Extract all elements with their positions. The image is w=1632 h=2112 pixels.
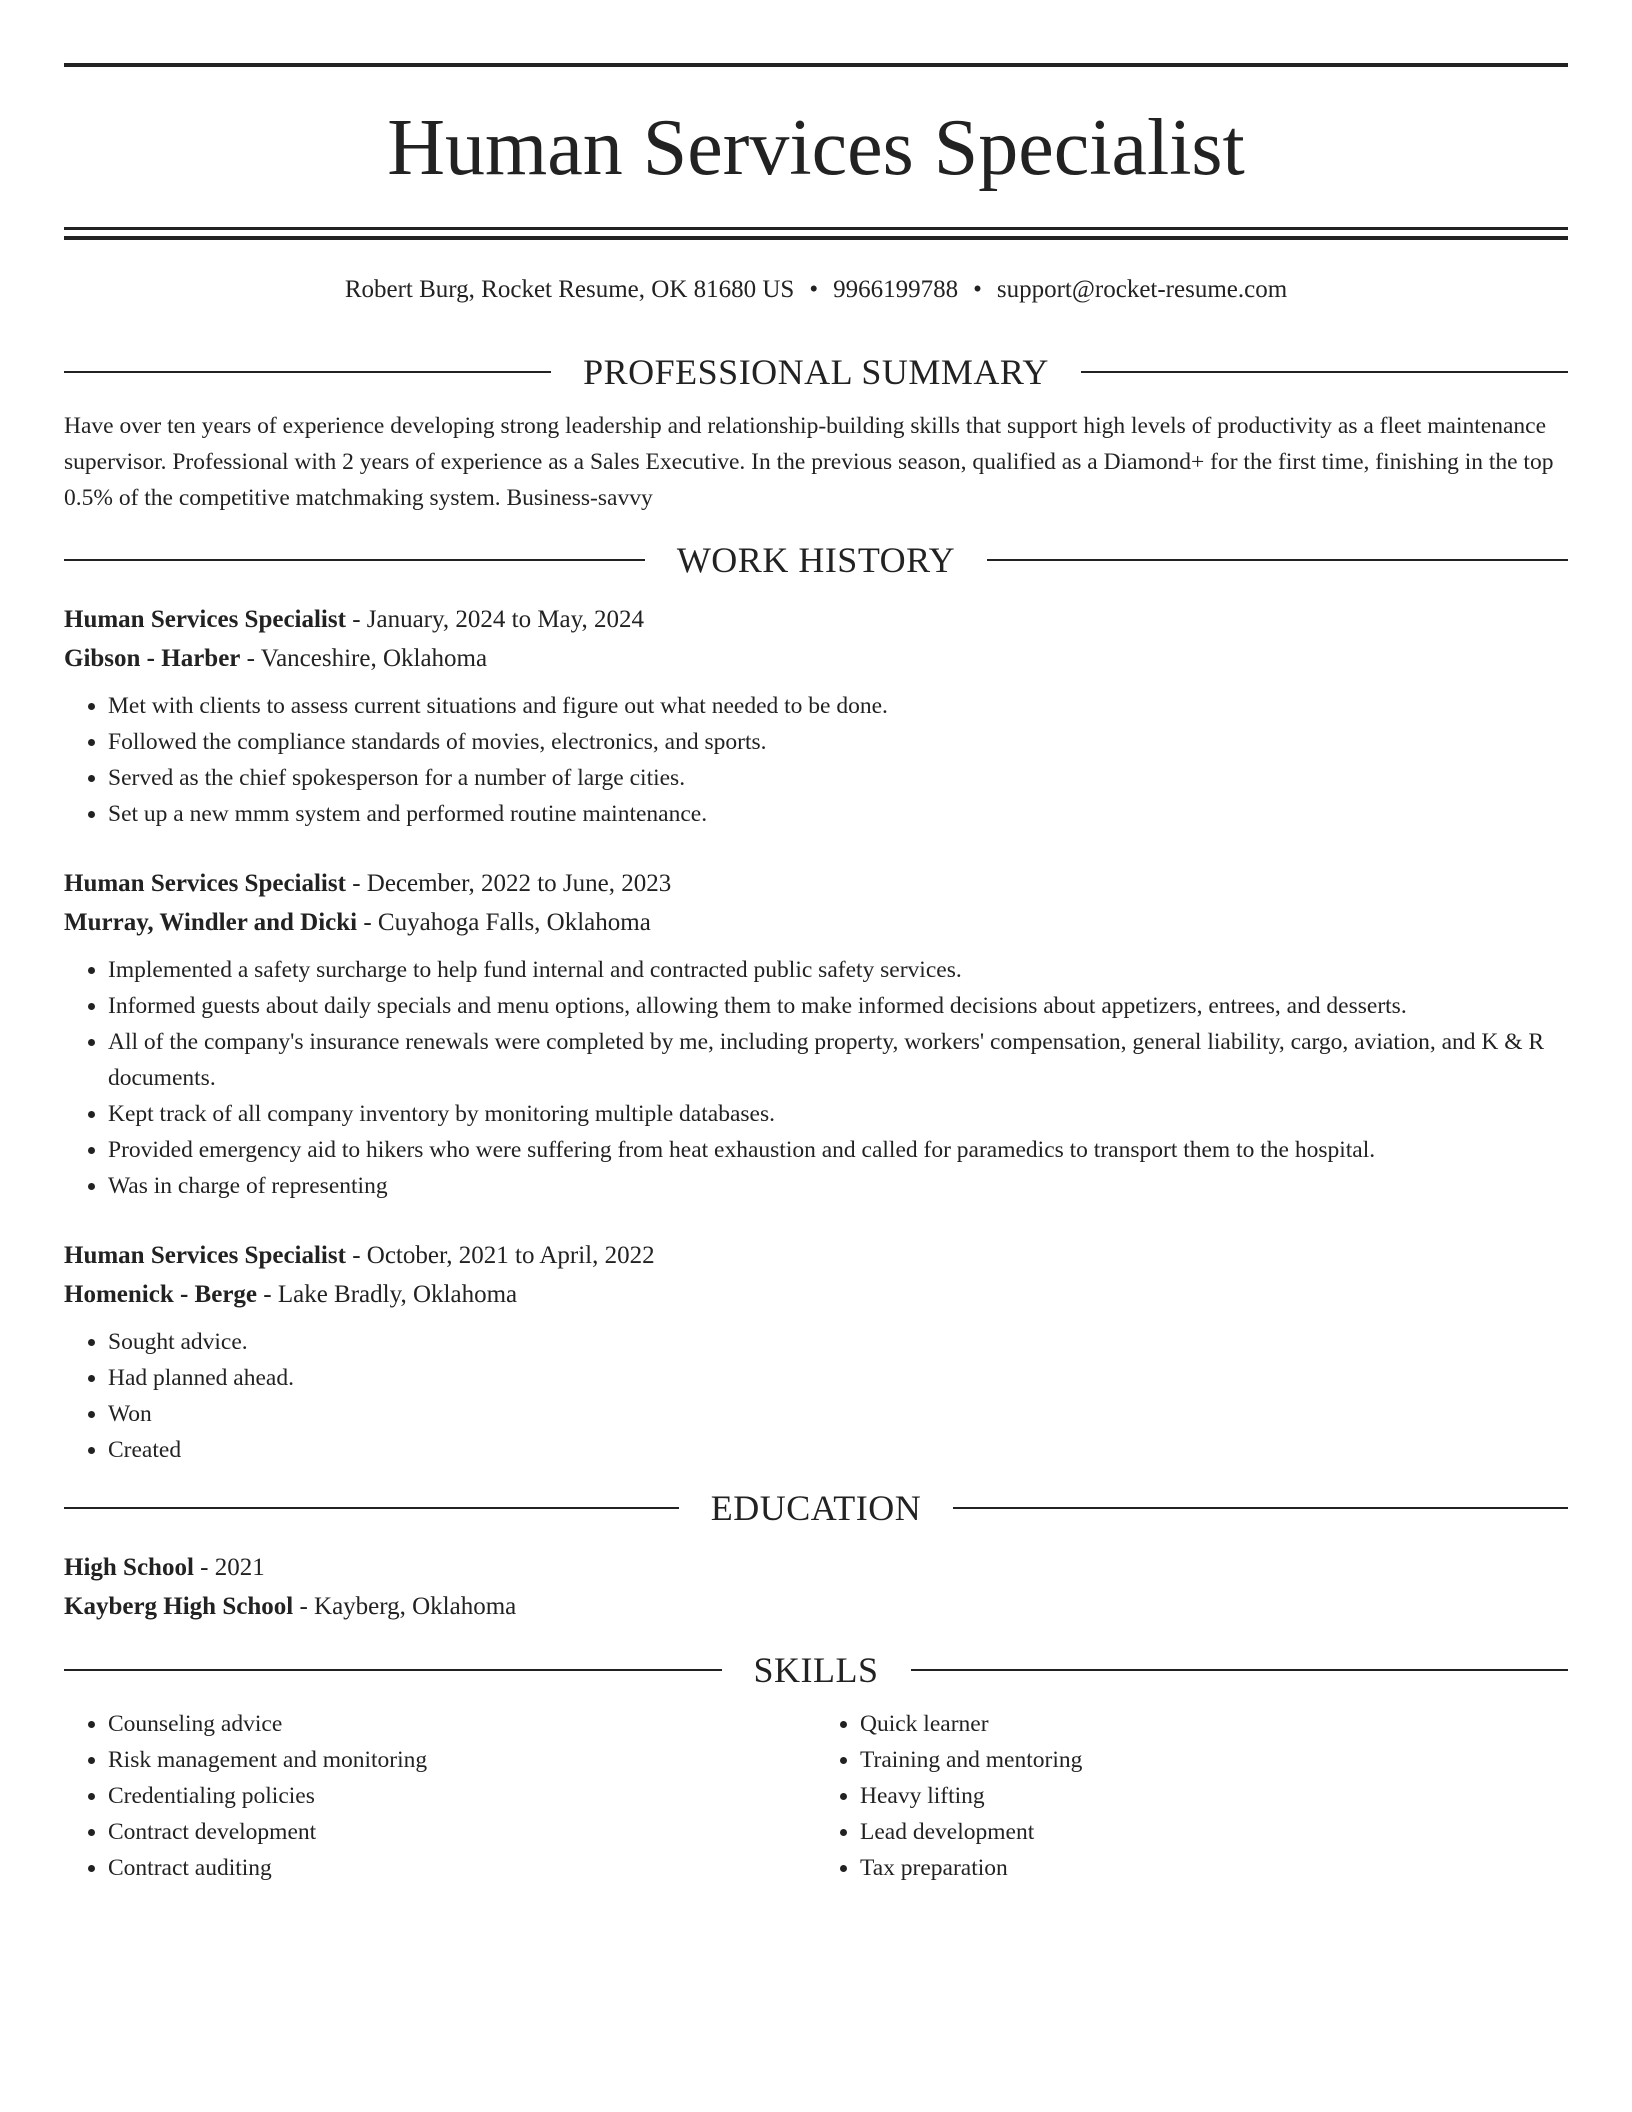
work-history-section-heading	[64, 538, 1568, 582]
education-school-line	[64, 1587, 1568, 1626]
contact-phone: 9966199788	[833, 276, 959, 303]
title-rule-lower	[64, 236, 1568, 240]
job-company-line	[64, 639, 1568, 678]
skill-item: • Quick learner	[860, 1706, 1568, 1742]
education-degree: High School	[64, 1554, 194, 1581]
contact-line	[64, 274, 1568, 306]
resume-title: Human Services Specialist	[387, 104, 1245, 192]
skill-item: • Heavy lifting	[860, 1778, 1568, 1814]
job-location: - Lake Bradly, Oklahoma	[257, 1281, 518, 1308]
education-degree-line	[64, 1548, 1568, 1587]
job-title-line	[64, 1236, 1568, 1275]
contact-separator: •	[809, 276, 819, 303]
job-title: Human Services Specialist	[64, 606, 346, 633]
job-company: Gibson - Harber	[64, 645, 241, 672]
job-company-line	[64, 903, 1568, 942]
job-bullet: • Set up a new mmm system and performed routine maintenance.	[108, 796, 1568, 832]
title-rule-upper	[64, 227, 1568, 230]
job-bullet: • Informed guests about daily specials and menu options, allowing them to make informed decisions about appetizers, entrees, and desserts.	[108, 988, 1568, 1024]
job-bullet: • Served as the chief spokesperson for a number of large cities.	[108, 760, 1568, 796]
heading-rule-right	[1081, 371, 1568, 373]
skills-column-left	[64, 1706, 816, 1886]
contact-address: Robert Burg, Rocket Resume, OK 81680 US	[344, 276, 795, 303]
education-location: - Kayberg, Oklahoma	[293, 1593, 517, 1620]
heading-rule-right	[987, 559, 1568, 561]
skills-column-right	[816, 1706, 1568, 1886]
education-school: Kayberg High School	[64, 1593, 294, 1620]
job-company: Homenick - Berge	[64, 1281, 258, 1308]
job-company-line	[64, 1275, 1568, 1314]
job-location: - Vanceshire, Oklahoma	[240, 645, 488, 672]
work-history-list	[64, 600, 1568, 1468]
work-history-heading-label: WORK HISTORY	[676, 540, 956, 580]
job-bullet: • All of the company's insurance renewals were completed by me, including property, workers' compensation, general liability, cargo, aviation, and K & R documents.	[108, 1024, 1568, 1096]
job-entry	[64, 1236, 1568, 1468]
skill-item: • Tax preparation	[860, 1850, 1568, 1886]
heading-rule-left	[64, 559, 645, 561]
top-rule	[64, 63, 1568, 67]
skills-section-heading	[64, 1648, 1568, 1692]
job-title-line	[64, 600, 1568, 639]
heading-rule-right	[911, 1669, 1569, 1671]
job-bullet-list	[64, 1324, 1568, 1468]
skill-item: • Risk management and monitoring	[108, 1742, 816, 1778]
heading-rule-left	[64, 1507, 679, 1509]
skills-list	[64, 1706, 1568, 1886]
education-entry	[64, 1548, 1568, 1626]
heading-rule-left	[64, 371, 551, 373]
job-bullet: • Sought advice.	[108, 1324, 1568, 1360]
job-company: Murray, Windler and Dicki	[64, 909, 358, 936]
skills-heading-label: SKILLS	[753, 1650, 879, 1690]
job-bullet: • Implemented a safety surcharge to help fund internal and contracted public safety services.	[108, 952, 1568, 988]
job-entry	[64, 864, 1568, 1204]
skill-item: • Contract development	[108, 1814, 816, 1850]
job-bullet: • Won	[108, 1396, 1568, 1432]
job-bullet: • Had planned ahead.	[108, 1360, 1568, 1396]
job-title-line	[64, 864, 1568, 903]
heading-rule-right	[953, 1507, 1568, 1509]
job-bullet: • Followed the compliance standards of movies, electronics, and sports.	[108, 724, 1568, 760]
skill-item: • Training and mentoring	[860, 1742, 1568, 1778]
job-dates: - December, 2022 to June, 2023	[345, 870, 672, 897]
summary-text: Have over ten years of experience developing strong leadership and relationship-building skills that support high levels of productivity as a fleet maintenance supervisor. Professional with 2 years of experience as a Sales Executive. In the previous season, qualified as a Diamond+ for the first time, finishing in the top 0.5% of the competitive matchmaking system. Business-savvy	[64, 413, 1554, 511]
education-heading-label: EDUCATION	[710, 1488, 922, 1528]
job-bullet-list	[64, 952, 1568, 1204]
education-year: - 2021	[193, 1554, 265, 1581]
job-bullet: • Kept track of all company inventory by monitoring multiple databases.	[108, 1096, 1568, 1132]
job-location: - Cuyahoga Falls, Oklahoma	[357, 909, 651, 936]
skill-item: • Counseling advice	[108, 1706, 816, 1742]
summary-section-heading	[64, 350, 1568, 394]
job-bullet: • Provided emergency aid to hikers who were suffering from heat exhaustion and called for paramedics to transport them to the hospital.	[108, 1132, 1568, 1168]
skill-item: • Contract auditing	[108, 1850, 816, 1886]
contact-email: support@rocket-resume.com	[996, 276, 1288, 303]
job-bullet: • Was in charge of representing	[108, 1168, 1568, 1204]
job-dates: - January, 2024 to May, 2024	[345, 606, 645, 633]
skill-item: • Lead development	[860, 1814, 1568, 1850]
skill-item: • Credentialing policies	[108, 1778, 816, 1814]
job-bullet: • Created	[108, 1432, 1568, 1468]
education-section-heading	[64, 1486, 1568, 1530]
resume-page	[64, 0, 1568, 1886]
summary-heading-label: PROFESSIONAL SUMMARY	[583, 352, 1049, 392]
job-title: Human Services Specialist	[64, 1242, 346, 1269]
job-dates: - October, 2021 to April, 2022	[345, 1242, 655, 1269]
job-title: Human Services Specialist	[64, 870, 346, 897]
job-entry	[64, 600, 1568, 832]
job-bullet-list	[64, 688, 1568, 832]
job-bullet: • Met with clients to assess current situations and figure out what needed to be done.	[108, 688, 1568, 724]
heading-rule-left	[64, 1669, 722, 1671]
contact-separator: •	[973, 276, 982, 303]
